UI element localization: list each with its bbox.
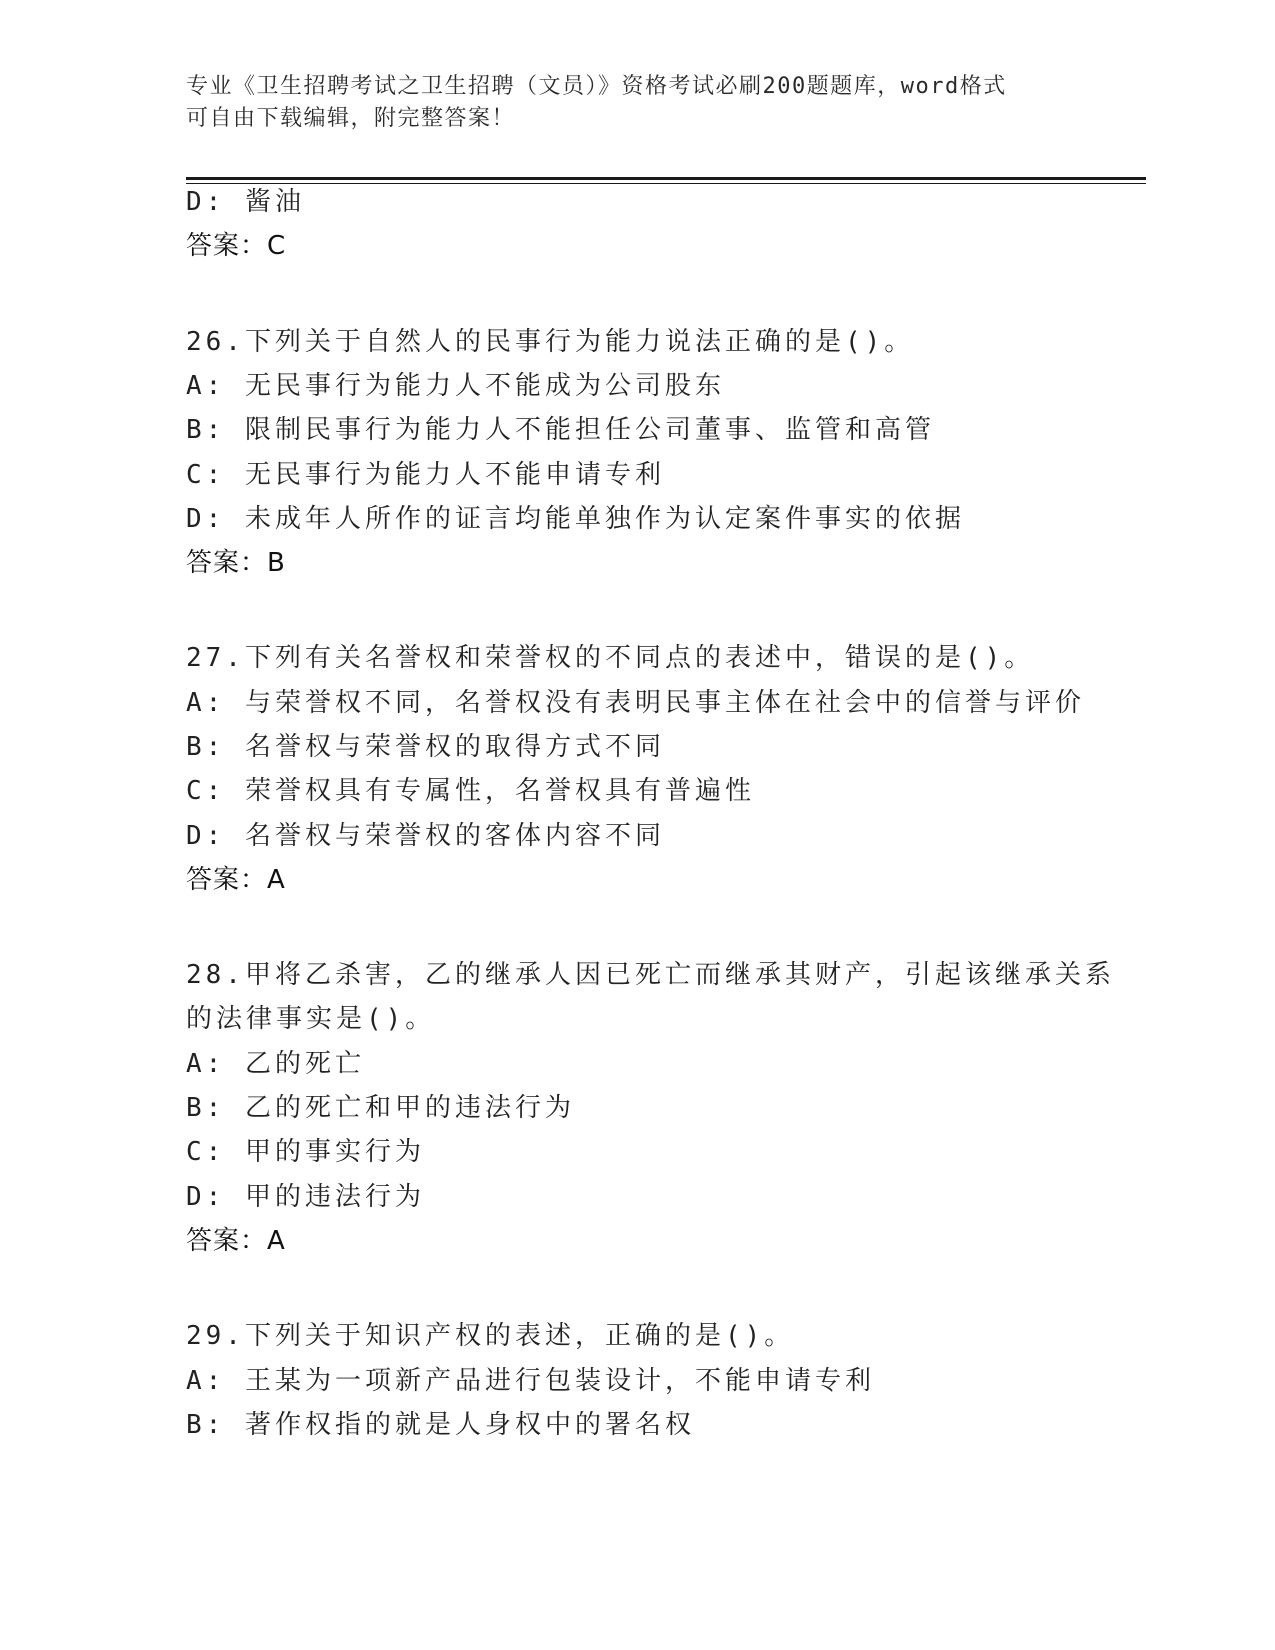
header-divider-thick — [186, 177, 1146, 180]
q26-option-b: B: 限制民事行为能力人不能担任公司董事、监管和高管 — [186, 415, 935, 445]
q28-option-b: B: 乙的死亡和甲的违法行为 — [186, 1093, 575, 1123]
header-title-line-1: 专业《卫生招聘考试之卫生招聘（文员）》资格考试必刷200题题库，word格式 — [186, 74, 1007, 99]
q27-option-d: D: 名誉权与荣誉权的客体内容不同 — [186, 821, 665, 851]
document-header — [186, 71, 1066, 135]
q26-option-d: D: 未成年人所作的证言均能单独作为认定案件事实的依据 — [186, 504, 965, 534]
q29-option-a: A: 王某为一项新产品进行包装设计，不能申请专利 — [186, 1366, 875, 1396]
q27-stem: 27.下列有关名誉权和荣誉权的不同点的表述中，错误的是()。 — [186, 643, 1035, 673]
q28-option-d: D: 甲的违法行为 — [186, 1182, 425, 1212]
header-divider-thin — [186, 183, 1146, 184]
q29-option-b: B: 著作权指的就是人身权中的署名权 — [186, 1410, 695, 1440]
q28-option-a: A: 乙的死亡 — [186, 1049, 365, 1079]
q28-answer: 答案：A — [186, 1226, 286, 1256]
q26-stem: 26.下列关于自然人的民事行为能力说法正确的是()。 — [186, 327, 915, 357]
q28-stem-line-2: 的法律事实是()。 — [186, 1004, 436, 1034]
q27-option-b: B: 名誉权与荣誉权的取得方式不同 — [186, 732, 665, 762]
header-title-line-2: 可自由下载编辑，附完整答案！ — [186, 106, 516, 131]
q27-option-c: C: 荣誉权具有专属性，名誉权具有普遍性 — [186, 776, 755, 806]
q27-option-a: A: 与荣誉权不同，名誉权没有表明民事主体在社会中的信誉与评价 — [186, 688, 1085, 718]
q26-option-c: C: 无民事行为能力人不能申请专利 — [186, 460, 665, 490]
q28-stem-line-1: 28.甲将乙杀害，乙的继承人因已死亡而继承其财产，引起该继承关系 — [186, 960, 1115, 990]
q26-answer: 答案：B — [186, 548, 286, 578]
q27-answer: 答案：A — [186, 865, 286, 895]
q29-stem: 29.下列关于知识产权的表述，正确的是()。 — [186, 1321, 795, 1351]
q28-option-c: C: 甲的事实行为 — [186, 1137, 425, 1167]
q25-answer: 答案：C — [186, 231, 287, 261]
q25-option-d: D: 酱油 — [186, 187, 305, 217]
q26-option-a: A: 无民事行为能力人不能成为公司股东 — [186, 371, 725, 401]
